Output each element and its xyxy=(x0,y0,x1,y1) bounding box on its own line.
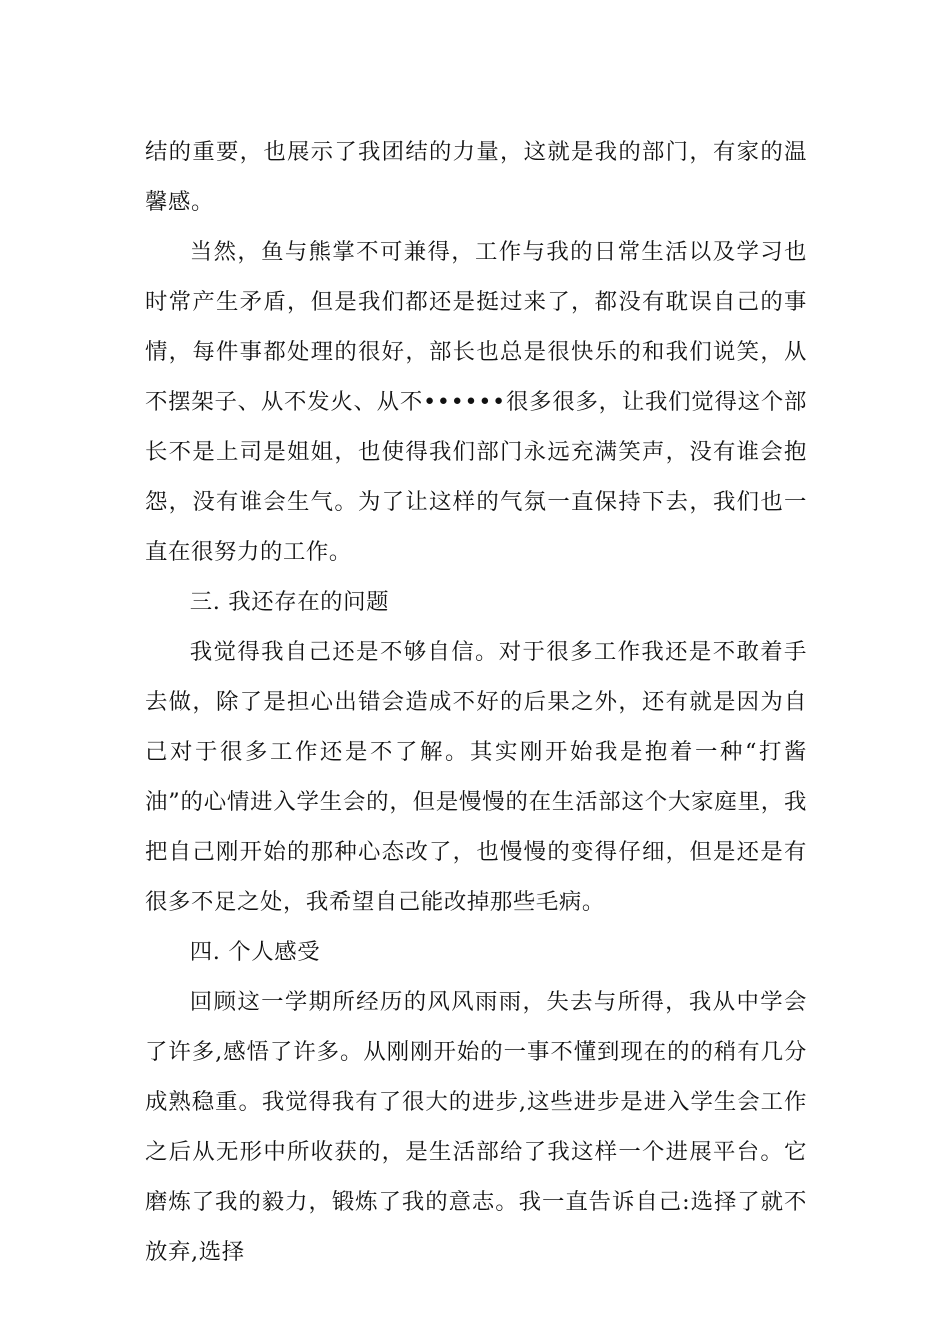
section-heading-feelings: 四. 个人感受 xyxy=(189,939,321,965)
paragraph-feelings: 回顾这一学期所经历的风风雨雨，失去与所得，我从中学会了许多,感悟了许多。从刚刚开始的一事不懂到现在的的稍有几分成熟稳重。我觉得我有了很大的进步,这些进步是进入学生会工作之后从无形中所收获的，是生活部给了我这样一个进展平台。它磨炼了我的毅力，锻炼了我的意志。我一直告诉自己:选择了就不放弃,选择 xyxy=(145,989,807,1265)
document-body xyxy=(145,127,807,1277)
paragraph-continuation: 结的重要，也展示了我团结的力量，这就是我的部门，有家的温馨感。 xyxy=(145,139,807,215)
paragraph-work-and-life: 当然，鱼与熊掌不可兼得，工作与我的日常生活以及学习也时常产生矛盾，但是我们都还是挺过来了，都没有耽误自己的事情，每件事都处理的很好，部长也总是很快乐的和我们说笑，从不摆架子、从不发火、从不••••••很多很多，让我们觉得这个部长不是上司是姐姐，也使得我们部门永远充满笑声，没有谁会抱怨，没有谁会生气。为了让这样的气氛一直保持下去，我们也一直在很努力的工作。 xyxy=(145,239,807,565)
section-heading-problems: 三. 我还存在的问题 xyxy=(189,589,390,615)
paragraph-problems: 我觉得我自己还是不够自信。对于很多工作我还是不敢着手去做，除了是担心出错会造成不好的后果之外，还有就是因为自己对于很多工作还是不了解。其实刚开始我是抱着一种“打酱油”的心情进入学生会的，但是慢慢的在生活部这个大家庭里，我把自己刚开始的那种心态改了，也慢慢的变得仔细，但是还是有很多不足之处，我希望自己能改掉那些毛病。 xyxy=(145,639,807,915)
